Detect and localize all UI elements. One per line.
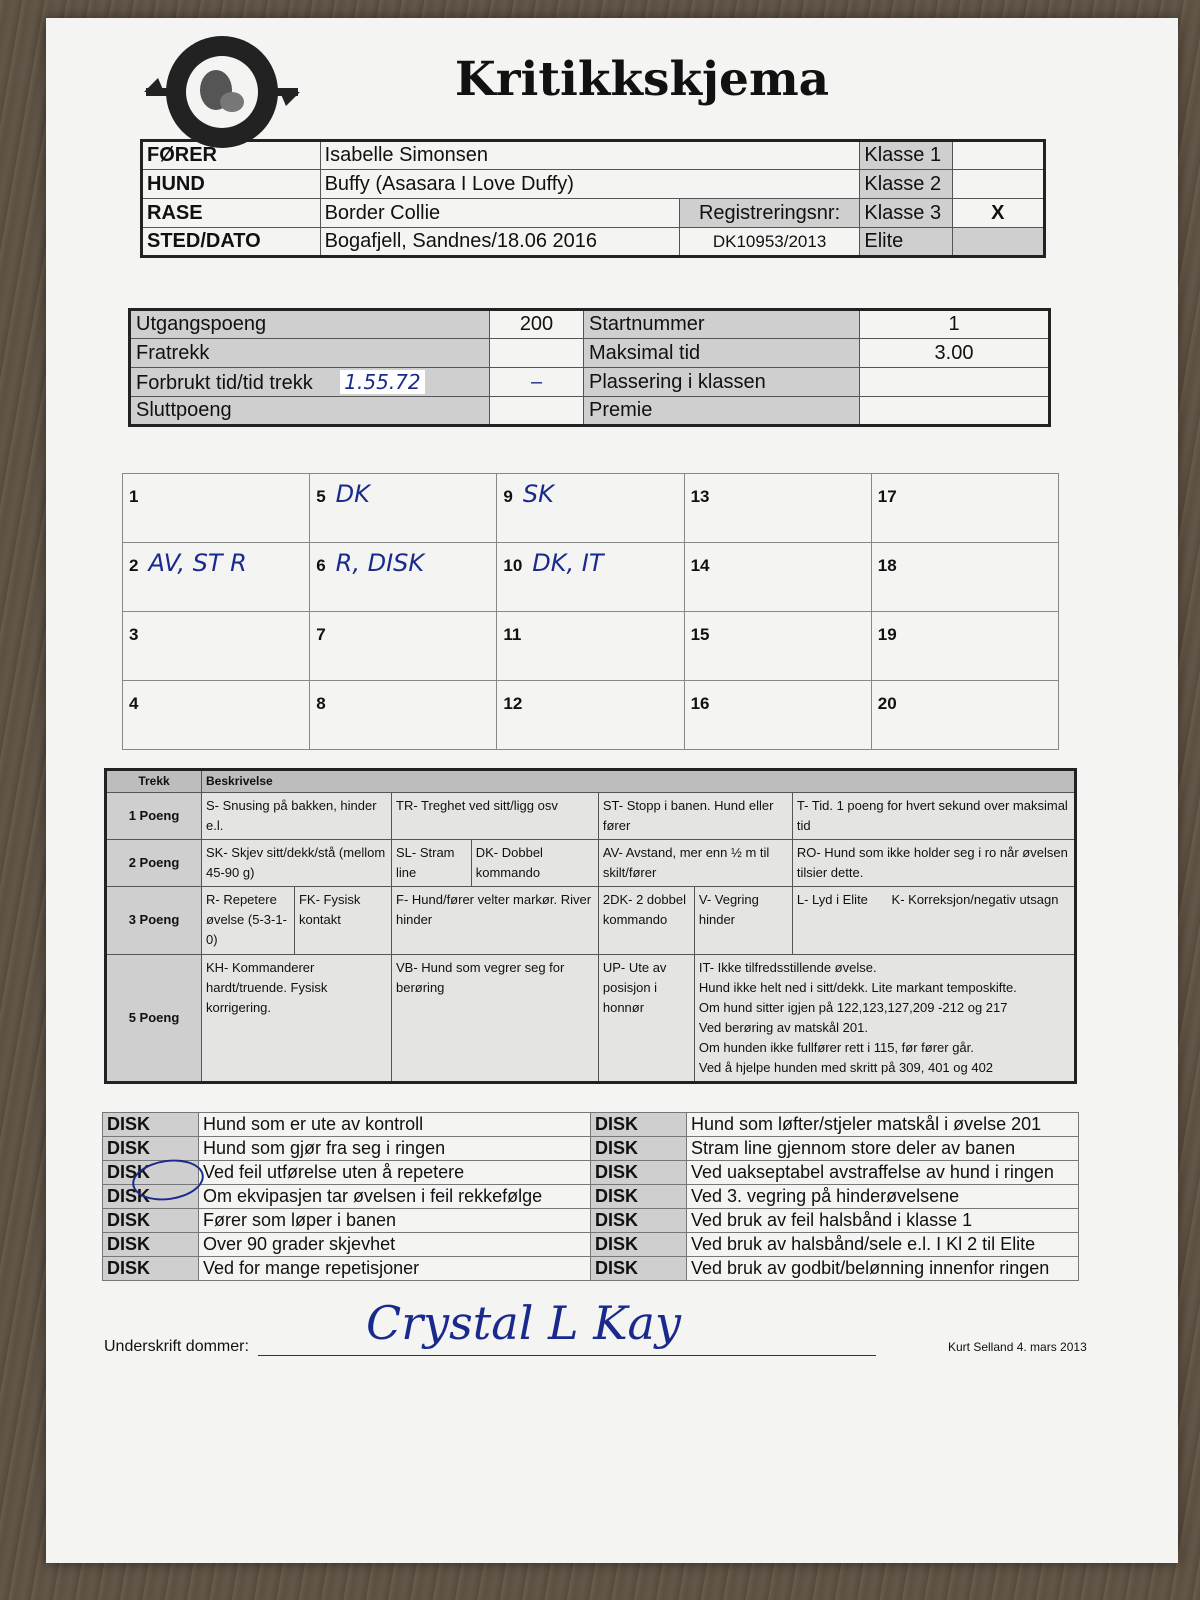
station-cell	[123, 612, 310, 681]
disk-reason: Hund som løfter/stjeler matskål i øvelse 201	[687, 1113, 1079, 1137]
disk-row	[103, 1161, 1079, 1185]
deduction-it-line: Om hund sitter igjen på 122,123,127,209 -212 og 217	[698, 999, 1008, 1015]
tid-label	[130, 368, 490, 397]
deduction-s: S- Snusing på bakken, hinder e.l.	[202, 792, 392, 839]
station-note: R, DISK	[335, 549, 425, 577]
reg-label: Registreringsnr:	[679, 199, 860, 228]
disk-label: DISK	[591, 1161, 687, 1185]
station-note: AV, ST R	[148, 549, 247, 577]
points-1: 1 Poeng	[106, 792, 202, 839]
deduction-dk: DK- Dobbel kommando	[471, 839, 598, 886]
points-5: 5 Poeng	[106, 954, 202, 1083]
disk-label: DISK	[103, 1257, 199, 1281]
deduction-f: F- Hund/fører velter markør. River hinder	[392, 887, 599, 954]
elite-mark	[952, 228, 1044, 257]
disk-reason: Over 90 grader skjevhet	[199, 1233, 591, 1257]
station-row	[123, 681, 1059, 750]
station-number: 16	[690, 694, 710, 713]
station-cell	[123, 474, 310, 543]
disk-reason: Ved bruk av godbit/belønning innenfor ringen	[687, 1257, 1079, 1281]
klasse1-mark	[952, 141, 1044, 170]
utgang-value: 200	[490, 310, 584, 339]
deduction-it	[694, 954, 1075, 1083]
rase-value: Border Collie	[320, 199, 679, 228]
station-number: 8	[316, 694, 326, 713]
deduction-sk: SK- Skjev sitt/dekk/stå (mellom 45-90 g)	[202, 839, 392, 886]
start-value: 1	[860, 310, 1050, 339]
form-credit: Kurt Selland 4. mars 2013	[948, 1340, 1087, 1354]
klasse1-label: Klasse 1	[860, 141, 952, 170]
deduction-table	[104, 768, 1077, 1084]
station-number: 17	[877, 487, 897, 506]
disk-label: DISK	[103, 1185, 199, 1209]
disk-label: DISK	[103, 1209, 199, 1233]
disk-reason: Om ekvipasjen tar øvelsen i feil rekkefølge	[199, 1185, 591, 1209]
disk-reason: Ved for mange repetisjoner	[199, 1257, 591, 1281]
form-title: Kritikkskjema	[454, 52, 830, 107]
elite-label: Elite	[860, 228, 952, 257]
forer-label: FØRER	[142, 141, 321, 170]
klasse2-label: Klasse 2	[860, 170, 952, 199]
maks-label: Maksimal tid	[584, 339, 860, 368]
forer-value: Isabelle Simonsen	[320, 141, 860, 170]
signature-label: Underskrift dommer:	[104, 1338, 249, 1355]
disk-row	[103, 1209, 1079, 1233]
deduction-v: V- Vegring hinder	[694, 887, 792, 954]
disk-label: DISK	[103, 1113, 199, 1137]
station-number: 3	[129, 625, 139, 644]
klasse3-mark: X	[952, 199, 1044, 228]
station-number: 13	[690, 487, 710, 506]
station-number: 7	[316, 625, 326, 644]
station-number: 11	[503, 625, 522, 644]
disk-row	[103, 1137, 1079, 1161]
deduction-k: K- Korreksjon/negativ utsagn	[891, 892, 1059, 908]
disk-reason: Ved feil utførelse uten å repetere	[199, 1161, 591, 1185]
tid-label-text: Forbrukt tid/tid trekk	[136, 371, 313, 394]
plass-label: Plassering i klassen	[584, 368, 860, 397]
disk-reason: Ved bruk av halsbånd/sele e.l. I Kl 2 til Elite	[687, 1233, 1079, 1257]
maks-value: 3.00	[860, 339, 1050, 368]
station-note: SK	[522, 480, 554, 508]
disk-row	[103, 1233, 1079, 1257]
deduction-ro: RO- Hund som ikke holder seg i ro når øvelsen tilsier dette.	[792, 839, 1075, 886]
station-cell	[684, 474, 871, 543]
deduction-sl: SL- Stram line	[392, 839, 472, 886]
station-number: 6	[316, 556, 326, 575]
station-cell	[871, 543, 1058, 612]
tid-value: 1.55.72	[340, 370, 424, 394]
station-cell	[871, 681, 1058, 750]
disk-label: DISK	[103, 1233, 199, 1257]
station-note: DK	[335, 480, 370, 508]
disk-label: DISK	[591, 1233, 687, 1257]
deduction-it-line: Hund ikke helt ned i sitt/dekk. Lite markant temposkifte.	[698, 979, 1017, 995]
utgang-label: Utgangspoeng	[130, 310, 490, 339]
station-number: 20	[877, 694, 897, 713]
sted-label: STED/DATO	[142, 228, 321, 257]
station-number: 5	[316, 487, 326, 506]
deduction-kh: KH- Kommanderer hardt/truende. Fysisk korrigering.	[202, 954, 392, 1083]
station-number: 15	[690, 625, 710, 644]
points-2: 2 Poeng	[106, 839, 202, 886]
station-note: DK, IT	[532, 549, 604, 577]
deduction-r: R- Repetere øvelse (5-3-1-0)	[202, 887, 295, 954]
hund-label: HUND	[142, 170, 321, 199]
signature-line	[258, 1355, 876, 1356]
deduction-st: ST- Stopp i banen. Hund eller fører	[598, 792, 792, 839]
beskrivelse-header: Beskrivelse	[202, 770, 1076, 793]
critique-form	[46, 18, 1178, 1563]
station-number: 4	[129, 694, 139, 713]
deduction-2dk: 2DK- 2 dobbel kommando	[598, 887, 694, 954]
station-grid	[122, 473, 1059, 750]
disk-label: DISK	[103, 1137, 199, 1161]
disk-reason: Fører som løper i banen	[199, 1209, 591, 1233]
station-cell	[684, 543, 871, 612]
points-3: 3 Poeng	[106, 887, 202, 954]
hund-value: Buffy (Asasara I Love Duffy)	[320, 170, 860, 199]
station-cell	[497, 612, 684, 681]
station-number: 1	[129, 487, 139, 506]
station-cell	[310, 543, 497, 612]
station-cell	[871, 612, 1058, 681]
fratrekk-label: Fratrekk	[130, 339, 490, 368]
rase-label: RASE	[142, 199, 321, 228]
premie-value	[860, 397, 1050, 426]
reg-value: DK10953/2013	[679, 228, 860, 257]
trekk-header: Trekk	[106, 770, 202, 793]
station-number: 18	[877, 556, 897, 575]
station-cell	[871, 474, 1058, 543]
score-table	[128, 308, 1051, 427]
disk-reason: Ved uakseptabel avstraffelse av hund i ringen	[687, 1161, 1079, 1185]
station-cell	[310, 681, 497, 750]
disk-reason: Ved bruk av feil halsbånd i klasse 1	[687, 1209, 1079, 1233]
disk-table	[102, 1112, 1079, 1281]
disk-reason: Hund som er ute av kontroll	[199, 1113, 591, 1137]
disk-reason: Stram line gjennom store deler av banen	[687, 1137, 1079, 1161]
station-row	[123, 543, 1059, 612]
station-cell	[497, 681, 684, 750]
deduction-it-line: Ved berøring av matskål 201.	[698, 1020, 868, 1035]
deduction-it-line: IT- Ikke tilfredsstillende øvelse.	[698, 959, 877, 975]
participant-table	[140, 139, 1046, 258]
deduction-tr: TR- Treghet ved sitt/ligg osv	[392, 792, 599, 839]
disk-label: DISK	[591, 1113, 687, 1137]
disk-reason: Hund som gjør fra seg i ringen	[199, 1137, 591, 1161]
klasse3-label: Klasse 3	[860, 199, 952, 228]
deduction-t: T- Tid. 1 poeng for hvert sekund over maksimal tid	[792, 792, 1075, 839]
station-number: 10	[503, 556, 523, 575]
station-row	[123, 612, 1059, 681]
station-number: 2	[129, 556, 139, 575]
deduction-it-line: Om hunden ikke fullfører rett i 115, før fører går.	[698, 1040, 974, 1056]
disk-label: DISK	[591, 1209, 687, 1233]
station-cell	[310, 612, 497, 681]
station-number: 12	[503, 694, 523, 713]
station-cell	[123, 543, 310, 612]
station-number: 19	[877, 625, 897, 644]
judge-signature: Crystal L Kay	[366, 1296, 681, 1350]
slutt-value	[490, 397, 584, 426]
fratrekk-value	[490, 339, 584, 368]
klasse2-mark	[952, 170, 1044, 199]
deduction-l-k	[792, 887, 1075, 954]
disk-label: DISK	[591, 1137, 687, 1161]
disk-row	[103, 1257, 1079, 1281]
deduction-fk: FK- Fysisk kontakt	[294, 887, 391, 954]
deduction-it-line: Ved å hjelpe hunden med skritt på 309, 401 og 402	[698, 1060, 994, 1076]
sted-value: Bogafjell, Sandnes/18.06 2016	[320, 228, 679, 257]
disk-reason: Ved 3. vegring på hinderøvelsene	[687, 1185, 1079, 1209]
plass-value	[860, 368, 1050, 397]
station-cell	[497, 543, 684, 612]
disk-label: DISK	[103, 1161, 199, 1185]
deduction-up: UP- Ute av posisjon i honnør	[598, 954, 694, 1083]
deduction-av: AV- Avstand, mer enn ½ m til skilt/fører	[598, 839, 792, 886]
disk-label: DISK	[591, 1185, 687, 1209]
premie-label: Premie	[584, 397, 860, 426]
station-cell	[123, 681, 310, 750]
station-number: 9	[503, 487, 513, 506]
deduction-vb: VB- Hund som vegrer seg for berøring	[392, 954, 599, 1083]
station-cell	[497, 474, 684, 543]
station-row	[123, 474, 1059, 543]
disk-row	[103, 1185, 1079, 1209]
disk-label: DISK	[591, 1257, 687, 1281]
station-cell	[684, 612, 871, 681]
station-cell	[310, 474, 497, 543]
tid-trekk: –	[490, 368, 584, 397]
station-number: 14	[690, 556, 710, 575]
station-cell	[684, 681, 871, 750]
start-label: Startnummer	[584, 310, 860, 339]
slutt-label: Sluttpoeng	[130, 397, 490, 426]
deduction-l: L- Lyd i Elite	[796, 892, 868, 908]
disk-row	[103, 1113, 1079, 1137]
